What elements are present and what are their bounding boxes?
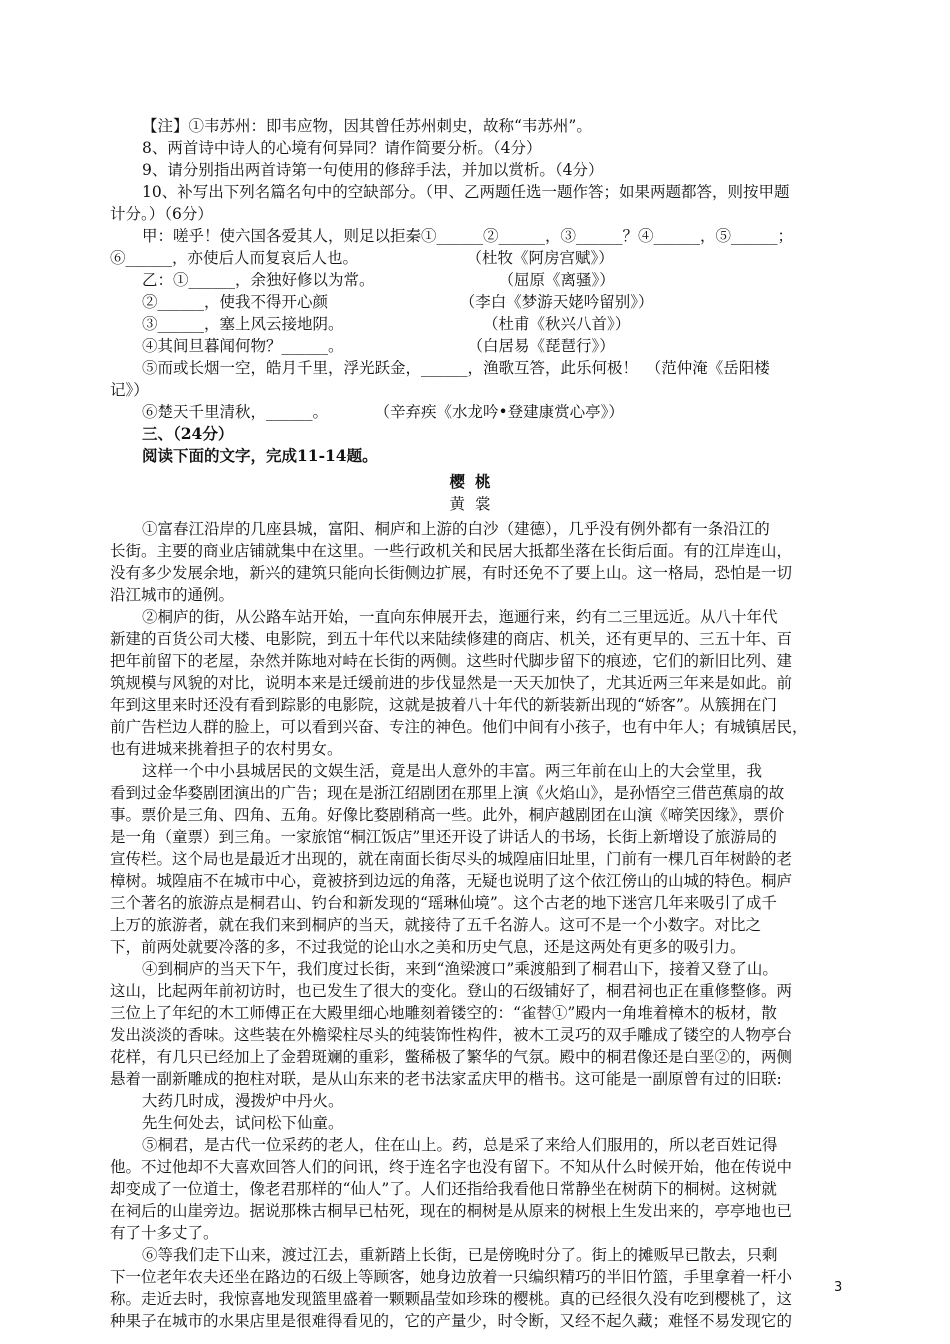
paragraph-line: 年到这里来时还没有看到踪影的电影院，这就是披着八十年代的新装新出现的“娇客”。从簇拥在门 xyxy=(110,696,777,714)
fill-blank-yi-2: ②______，使我不得开心颜 （李白《梦游天姥吟留别》） xyxy=(142,293,654,311)
paragraph-line: 看到过金华婺剧团演出的广告；现在是浙江绍剧团在那里上演《火焰山》，是孙悟空三借芭蕉扇的故 xyxy=(110,784,785,802)
question-9: 9、请分别指出两首诗第一句使用的修辞手法，并加以赏析。（4分） xyxy=(142,161,604,179)
paragraph-line: 长街。主要的商业店铺就集中在这里。一些行政机关和民居大抵都坐落在长街后面。有的江岸连山， xyxy=(110,542,793,560)
paragraph-line: 下，前两处就要冷落的多，不过我觉的论山水之美和历史气息，还是这两处有更多的吸引力。 xyxy=(110,938,746,956)
paragraph-line: 也有进城来挑着担子的农村男女。 xyxy=(110,740,343,758)
fill-blank-yi-3: ③______，塞上风云接地阴。 （杜甫《秋兴八首》） xyxy=(142,315,631,333)
section-heading: 三、（24分） xyxy=(142,424,234,443)
fill-blank-yi-4: ④其间旦暮闻何物？______。 （白居易《琵琶行》） xyxy=(142,337,615,355)
paragraph-line: 把年前留下的老屋，杂然并陈地对峙在长街的两侧。这些时代脚步留下的痕迹，它们的新旧比列、建 xyxy=(110,652,793,670)
paragraph-line: 前广告栏边人群的脸上，可以看到兴奋、专注的神色。他们中间有小孩子，也有中年人；有城镇居民， xyxy=(110,718,808,736)
paragraph-line: 樟树。城隍庙不在城市中心，竟被挤到边远的角落，无疑也说明了这个依江傍山的山城的特色。桐庐 xyxy=(110,872,793,890)
fill-blank-yi-5: ⑤而或长烟一空，皓月千里，浮光跃金，______，渔歌互答，此乐何极！ （范仲淹《岳阳楼 xyxy=(142,359,770,377)
text-line: 计分。）（6分） xyxy=(110,205,213,223)
couplet-line: 先生何处去，试问松下仙童。 xyxy=(142,1114,344,1132)
paragraph-line: 在祠后的山崖旁边。据说那株古桐早已枯死，现在的桐树是从原来的树根上生发出来的，亭亭地也已 xyxy=(110,1202,793,1220)
paragraph-line: 悬着一副新雕成的抱柱对联，是从山东来的老书法家孟庆甲的楷书。这可能是一副原曾有过的旧联: xyxy=(110,1070,782,1088)
paragraph-line: 种果子在城市的水果店里是很难得看见的，它的产量少，时令断，又经不起久藏；难怪不易发现它的 xyxy=(110,1312,793,1330)
page-number: 3 xyxy=(834,1280,843,1295)
article-author: 黄裳 xyxy=(449,495,501,513)
paragraph-line: 事。票价是三角、四角、五角。好像比婺剧稍高一些。此外，桐庐越剧团在山演《啼笑因缘》，票价 xyxy=(110,806,785,824)
fill-blank-yi-1: 乙：①______，余独好修以为常。 （屈原《离骚》） xyxy=(142,271,615,289)
paragraph-line: 宣传栏。这个局也是最近才出现的，就在南面长街尽头的城隍庙旧址里，门前有一棵几百年树龄的老 xyxy=(110,850,793,868)
paragraph-line: ⑥等我们走下山来，渡过江去，重新踏上长街，已是傍晚时分了。街上的摊贩早已散去，只剩 xyxy=(142,1246,778,1264)
paragraph-line: 却变成了一位道士，像老君那样的“仙人”了。人们还指给我看他日常静坐在树荫下的桐树。这树就 xyxy=(110,1180,777,1198)
paragraph-line: 这样一个中小县城居民的文娱生活，竟是出人意外的丰富。两三年前在山上的大会堂里，我 xyxy=(142,762,763,780)
question-10: 10、补写出下列名篇名句中的空缺部分。（甲、乙两题任选一题作答；如果两题都答，则按甲题 xyxy=(142,183,790,201)
text-line: 记》） xyxy=(110,381,149,399)
paragraph-line: 这山，比起两年前初访时，也已发生了很大的变化。登山的石级铺好了，桐君祠也正在重修整修。两 xyxy=(110,982,793,1000)
paragraph-line: 上万的旅游者，就在我们来到桐庐的当天，就接待了五千名游人。这可不是一个小数字。对比之 xyxy=(110,916,762,934)
text-line: ⑥______，亦使后人而复哀后人也。 （杜牧《阿房宫赋》） xyxy=(110,249,614,267)
paragraph-line: ①富春江沿岸的几座县城，富阳、桐庐和上游的白沙（建德），几乎没有例外都有一条沿江的 xyxy=(142,520,770,538)
paragraph-line: 三个著名的旅游点是桐君山、钓台和新发现的“瑶琳仙境”。这个古老的地下迷宫几年来吸引了成千 xyxy=(110,894,777,912)
paragraph-line: 沿江城市的通例。 xyxy=(110,586,235,604)
fill-blank-yi-6: ⑥楚天千里清秋，______。 （辛弃疾《水龙吟•登建康赏心亭》） xyxy=(142,403,624,421)
couplet-line: 大药几时成，漫拨炉中丹火。 xyxy=(142,1092,344,1110)
paragraph-line: 他。不过他却不大喜欢回答人们的问讯，终于连名字也没有留下。不知从什么时候开始，他在传说中 xyxy=(110,1158,793,1176)
paragraph-line: 花样，有几只已经加上了金碧斑斓的重彩，鳖稀极了繁华的气氛。殿中的桐君像还是白垩②的，两侧 xyxy=(110,1048,793,1066)
paragraph-line: 三位上了年纪的木工师傅正在大殿里细心地雕刻着镂空的：“雀替①”殿内一角堆着樟木的板材，散 xyxy=(110,1004,777,1022)
paragraph-line: 是一角（童票）到三角。一家旅馆“桐江饭店”里还开设了讲话人的书场，长街上新增设了旅游局的 xyxy=(110,828,777,846)
annotation-note: 【注】①韦苏州：即韦应物，因其曾任苏州刺史，故称“韦苏州”。 xyxy=(142,117,592,135)
reading-instruction: 阅读下面的文字，完成11-14题。 xyxy=(142,446,378,465)
paragraph-line: 发出淡淡的香味。这些装在外檐梁柱尽头的纯装饰性构件，被木工灵巧的双手雕成了镂空的人物亭台 xyxy=(110,1026,793,1044)
paragraph-line: ②桐庐的街，从公路车站开始，一直向东伸展开去，迤逦行来，约有二三里远近。从八十年代 xyxy=(142,608,778,626)
paragraph-line: 下一位老年农夫还坐在路边的石级上等顾客，她身边放着一只编织精巧的半旧竹篮，手里拿着一杆小 xyxy=(110,1268,793,1286)
paragraph-line: 有了十多丈了。 xyxy=(110,1224,219,1242)
paragraph-line: 称。走近去时，我惊喜地发现篮里盛着一颗颗晶莹如珍珠的樱桃。真的已经很久没有吃到樱桃了，这 xyxy=(110,1290,793,1308)
paragraph-line: 没有多少发展余地，新兴的建筑只能向长街侧边扩展，有时还免不了要上山。这一格局，恐怕是一切 xyxy=(110,564,793,582)
paragraph-line: ⑤桐君，是古代一位采药的老人，住在山上。药，总是采了来给人们服用的，所以老百姓记得 xyxy=(142,1136,778,1154)
paragraph-line: ④到桐庐的当天下午，我们度过长街，来到“渔梁渡口”乘渡船到了桐君山下，接着又登了山。 xyxy=(142,960,778,978)
fill-blank-jia: 甲：嗟乎！使六国各爱其人，则足以拒秦①______②______，③______？④______，⑤______； xyxy=(142,227,794,245)
question-8: 8、两首诗中诗人的心境有何异同？请作简要分析。（4分） xyxy=(142,139,542,157)
article-title: 樱桃 xyxy=(449,472,501,491)
paragraph-line: 筑规模与风貌的对比，说明本来是迁缓前进的步伐显然是一天天加快了，尤其近两三年来是如此。前 xyxy=(110,674,793,692)
paragraph-line: 新建的百货公司大楼、电影院，到五十年代以来陆续修建的商店、机关，还有更早的、三五十年、百 xyxy=(110,630,793,648)
